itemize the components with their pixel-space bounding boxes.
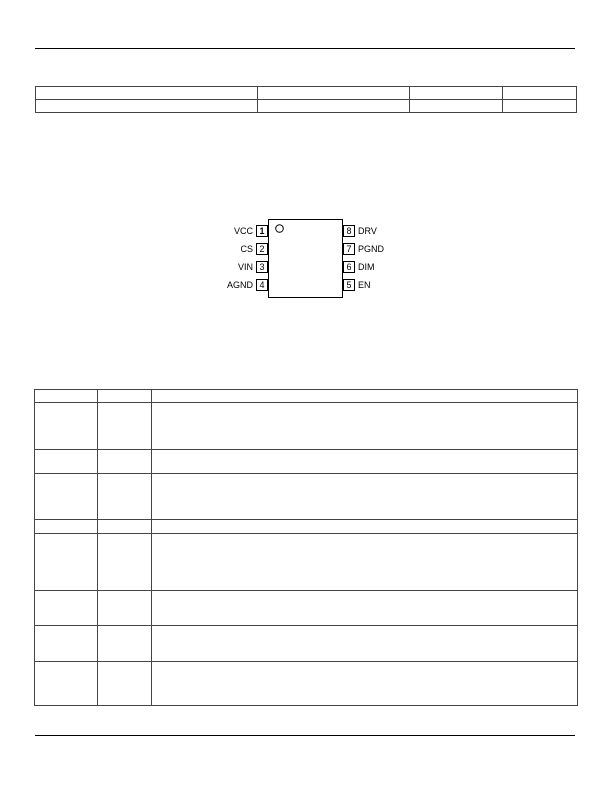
table-cell: [152, 520, 578, 534]
pin-name-right: EN: [358, 280, 371, 290]
table-cell: [152, 591, 578, 626]
table-cell: [98, 534, 152, 591]
table-cell: [35, 474, 98, 520]
table-row: [35, 450, 578, 474]
table-row: [35, 534, 578, 591]
table-row: [35, 626, 578, 662]
ordering-table-row: [36, 100, 577, 113]
table-cell: [35, 591, 98, 626]
table-cell: [36, 100, 258, 113]
pin-name-left: VCC: [233, 226, 253, 236]
pin-description-table: [34, 389, 578, 706]
table-cell: [98, 520, 152, 534]
table-cell: [35, 450, 98, 474]
pin-number-left: 2: [256, 243, 268, 255]
table-cell: [35, 390, 98, 403]
table-cell: [98, 474, 152, 520]
table-cell: [35, 403, 98, 450]
pin-number-left: 4: [256, 279, 268, 291]
pin-number-left: 3: [256, 261, 268, 273]
pin-number-right: 6: [343, 261, 355, 273]
ordering-table: [35, 86, 577, 113]
table-cell: [258, 100, 410, 113]
table-cell: [35, 520, 98, 534]
table-cell: [410, 87, 503, 100]
table-cell: [152, 403, 578, 450]
table-cell: [152, 626, 578, 662]
table-cell: [258, 87, 410, 100]
footer-rule: [35, 735, 575, 736]
table-cell: [35, 662, 98, 706]
table-cell: [98, 450, 152, 474]
table-cell: [98, 390, 152, 403]
table-cell: [152, 662, 578, 706]
table-cell: [98, 662, 152, 706]
table-row: [35, 520, 578, 534]
pin-name-left: VIN: [237, 262, 253, 272]
table-cell: [503, 87, 577, 100]
table-cell: [98, 403, 152, 450]
table-cell: [152, 474, 578, 520]
table-cell: [98, 591, 152, 626]
pin-name-right: DIM: [358, 262, 375, 272]
table-cell: [35, 626, 98, 662]
table-cell: [152, 450, 578, 474]
header-rule: [35, 48, 575, 49]
pin-number-right: 7: [343, 243, 355, 255]
pin-number-right: 8: [343, 225, 355, 237]
pin-number-left: 1: [256, 225, 268, 237]
table-row: [35, 591, 578, 626]
table-cell: [35, 534, 98, 591]
table-row: [35, 403, 578, 450]
table-row: [35, 662, 578, 706]
table-cell: [503, 100, 577, 113]
ordering-table-header-row: [36, 87, 577, 100]
table-cell: [410, 100, 503, 113]
table-cell: [152, 390, 578, 403]
pin-name-right: PGND: [358, 244, 385, 254]
table-cell: [98, 626, 152, 662]
pin-table-header-row: [35, 390, 578, 403]
pin1-marker-icon: [275, 224, 284, 233]
table-row: [35, 474, 578, 520]
pin-name-right: DRV: [358, 226, 377, 236]
table-cell: [36, 87, 258, 100]
pin-name-left: CS: [240, 244, 253, 254]
pin-number-right: 5: [343, 279, 355, 291]
table-cell: [152, 534, 578, 591]
pin-name-left: AGND: [226, 280, 253, 290]
